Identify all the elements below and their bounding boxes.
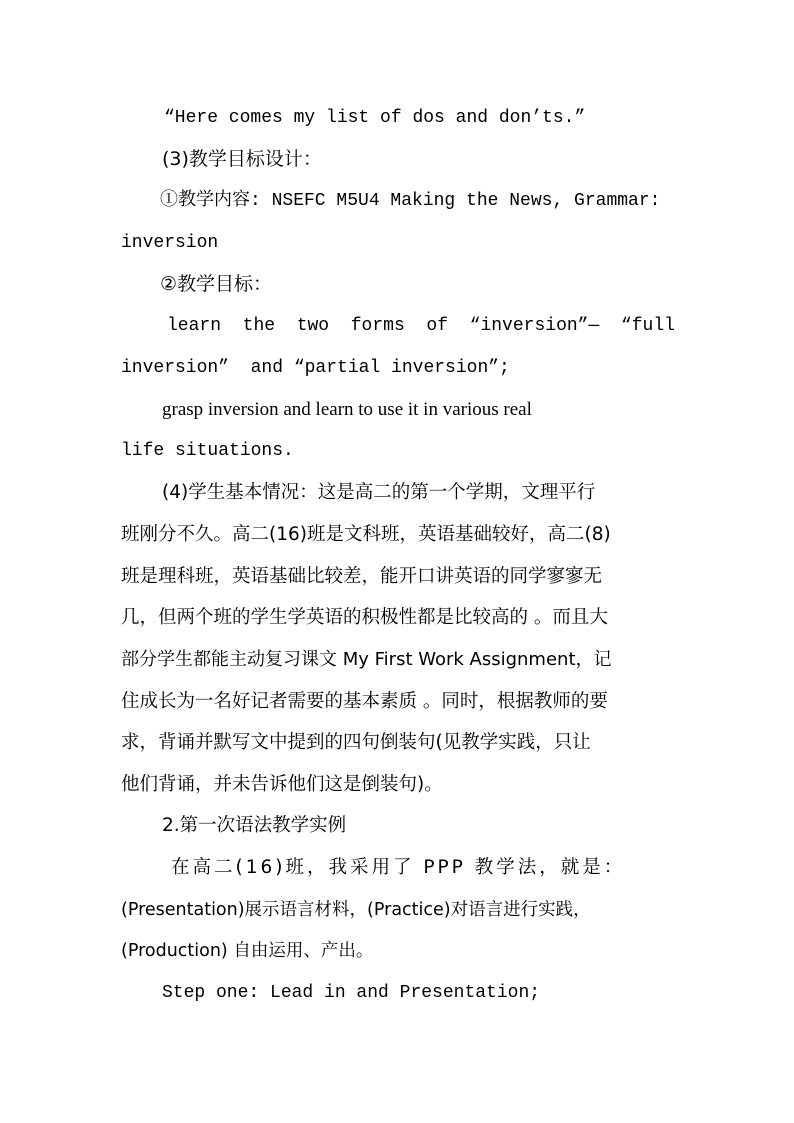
objective-line-2-continuation: life situations. [121, 441, 294, 461]
student-info-p1: (4)学生基本情况：这是高二的第一个学期，文理平行 [162, 482, 596, 503]
word: learn [167, 316, 222, 336]
student-info-p4: 几，但两个班的学生学英语的积极性都是比较高的 。而且大 [121, 607, 608, 628]
student-info-p2: 班刚分不久。高二(16)班是文科班，英语基础较好，高二(8) [121, 524, 611, 545]
word: “inversion”— [469, 316, 600, 336]
quote-line: “Here comes my list of dos and don’ts.” [164, 108, 586, 128]
student-info-p5: 部分学生都能主动复习课文 My First Work Assignment，记 [121, 649, 612, 670]
student-info-p3: 班是理科班，英语基础比较差，能开口讲英语的同学寥寥无 [121, 566, 603, 587]
ppp-explanation-continuation: (Production) 自由运用、产出。 [121, 941, 374, 961]
teaching-content-line: ①教学内容: NSEFC M5U4 Making the News, Grammar: [160, 191, 661, 211]
word: two [296, 316, 330, 336]
word: forms [350, 316, 405, 336]
objective-line-1 [167, 314, 675, 338]
step-one-line: Step one: Lead in and Presentation; [162, 983, 541, 1003]
section-heading-objectives: (3)教学目标设计： [162, 148, 322, 170]
word: “full [620, 316, 675, 336]
objective-line-1-continuation: inversion” and “partial inversion”; [121, 358, 510, 378]
ppp-explanation-line: (Presentation)展示语言材料，(Practice)对语言进行实践， [121, 900, 591, 920]
teaching-objectives-heading: ②教学目标： [160, 273, 273, 295]
objective-line-2: grasp inversion and learn to use it in various real [162, 399, 532, 420]
word: of [426, 316, 449, 336]
teaching-content-continuation: inversion [121, 233, 219, 253]
section-heading-grammar-example: 2.第一次语法教学实例 [162, 815, 347, 836]
ppp-intro-line: 在高二(16)班，我采用了 PPP 教学法，就是： [171, 857, 626, 878]
student-info-p6: 住成长为一名好记者需要的基本素质 。同时，根据教师的要 [121, 691, 608, 712]
student-info-p7: 求，背诵并默写文中提到的四句倒装句(见教学实践，只让 [121, 732, 591, 753]
student-info-p8: 他们背诵，并未告诉他们这是倒装句)。 [121, 774, 443, 795]
word: the [242, 316, 276, 336]
